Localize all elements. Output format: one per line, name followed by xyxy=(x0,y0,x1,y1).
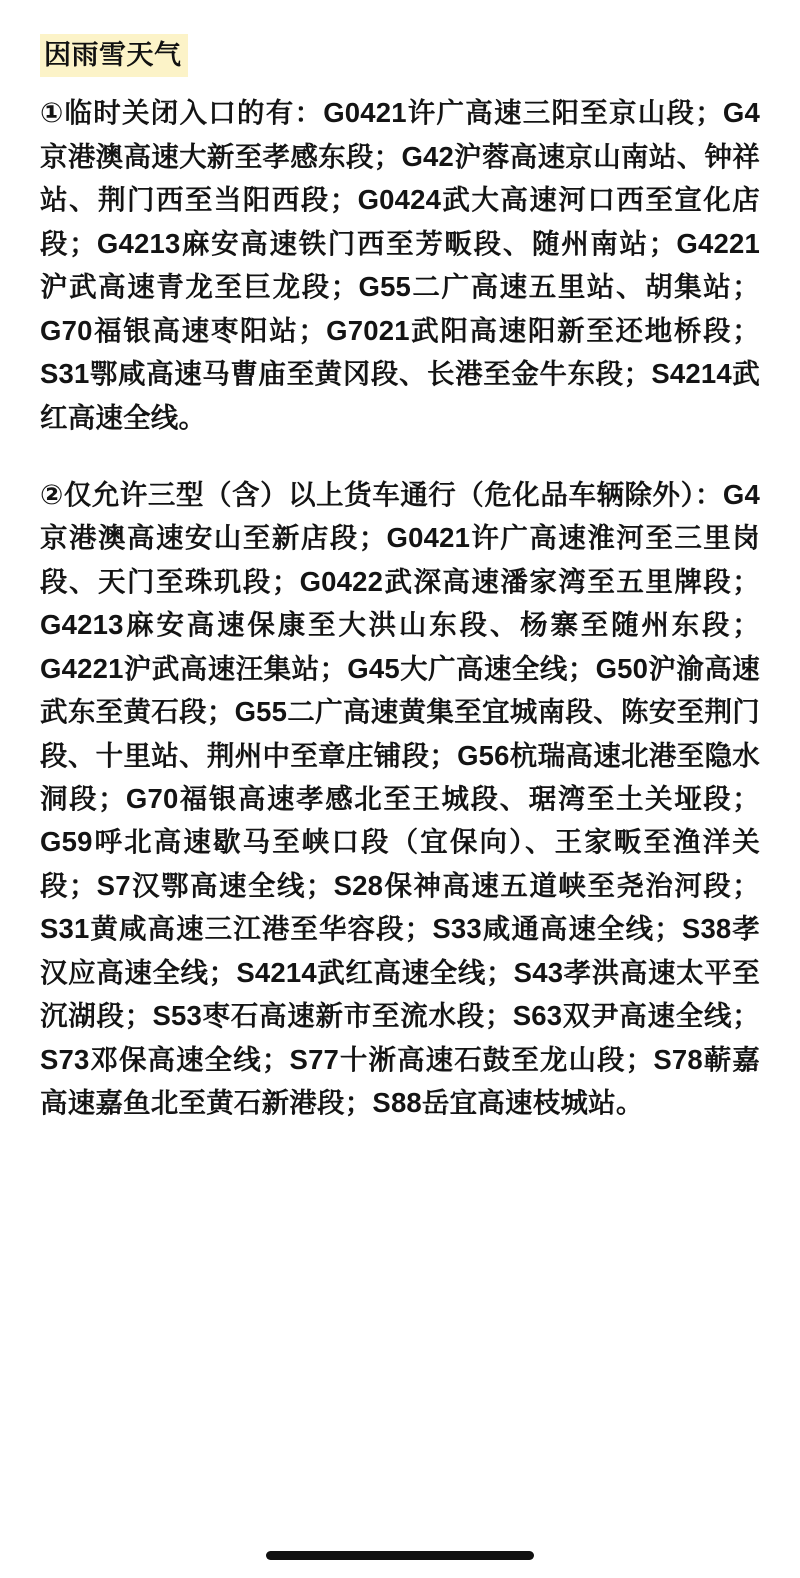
home-indicator[interactable] xyxy=(266,1551,534,1560)
home-indicator-area xyxy=(0,1551,800,1560)
heading-row xyxy=(40,34,760,91)
section-truck-restrictions: ②仅允许三型（含）以上货车通行（危化品车辆除外）：G4京港澳高速安山至新店段；G0421许广高速淮河至三里岗段、天门至珠玑段；G0422武深高速潘家湾至五里牌段；G4213麻安高速保康至大洪山东段、杨寨至随州东段；G4221沪武高速汪集站；G45大广高速全线；G50沪渝高速武东至黄石段；G55二广高速黄集至宜城南段、陈安至荆门段、十里站、荆州中至章庄铺段；G56杭瑞高速北港至隐水洞段；G70福银高速孝感北至王城段、琚湾至土关垭段；G59呼北高速歇马至峡口段（宜保向）、王家畈至渔洋关段；S7汉鄂高速全线；S28保神高速五道峡至尧治河段；S31黄咸高速三江港至华容段；S33咸通高速全线；S38孝汉应高速全线；S4214武红高速全线；S43孝洪高速太平至沉湖段；S53枣石高速新市至流水段；S63双尹高速全线；S73邓保高速全线；S77十淅高速石鼓至龙山段；S78蕲嘉高速嘉鱼北至黄石新港段；S88岳宜高速枝城站。 xyxy=(40,478,760,1119)
section-closed-entrances: ①临时关闭入口的有：G0421许广高速三阳至京山段；G4京港澳高速大新至孝感东段；G42沪蓉高速京山南站、钟祥站、荆门西至当阳西段；G0424武大高速河口西至宣化店段；G4213麻安高速铁门西至芳畈段、随州南站；G4221沪武高速青龙至巨龙段；G55二广高速五里站、胡集站；G70福银高速枣阳站；G7021武阳高速阳新至还地桥段；S31鄂咸高速马曹庙至黄冈段、长港至金牛东段；S4214武红高速全线。 xyxy=(40,97,760,433)
page-title-highlight: 因雨雪天气 xyxy=(40,34,188,77)
